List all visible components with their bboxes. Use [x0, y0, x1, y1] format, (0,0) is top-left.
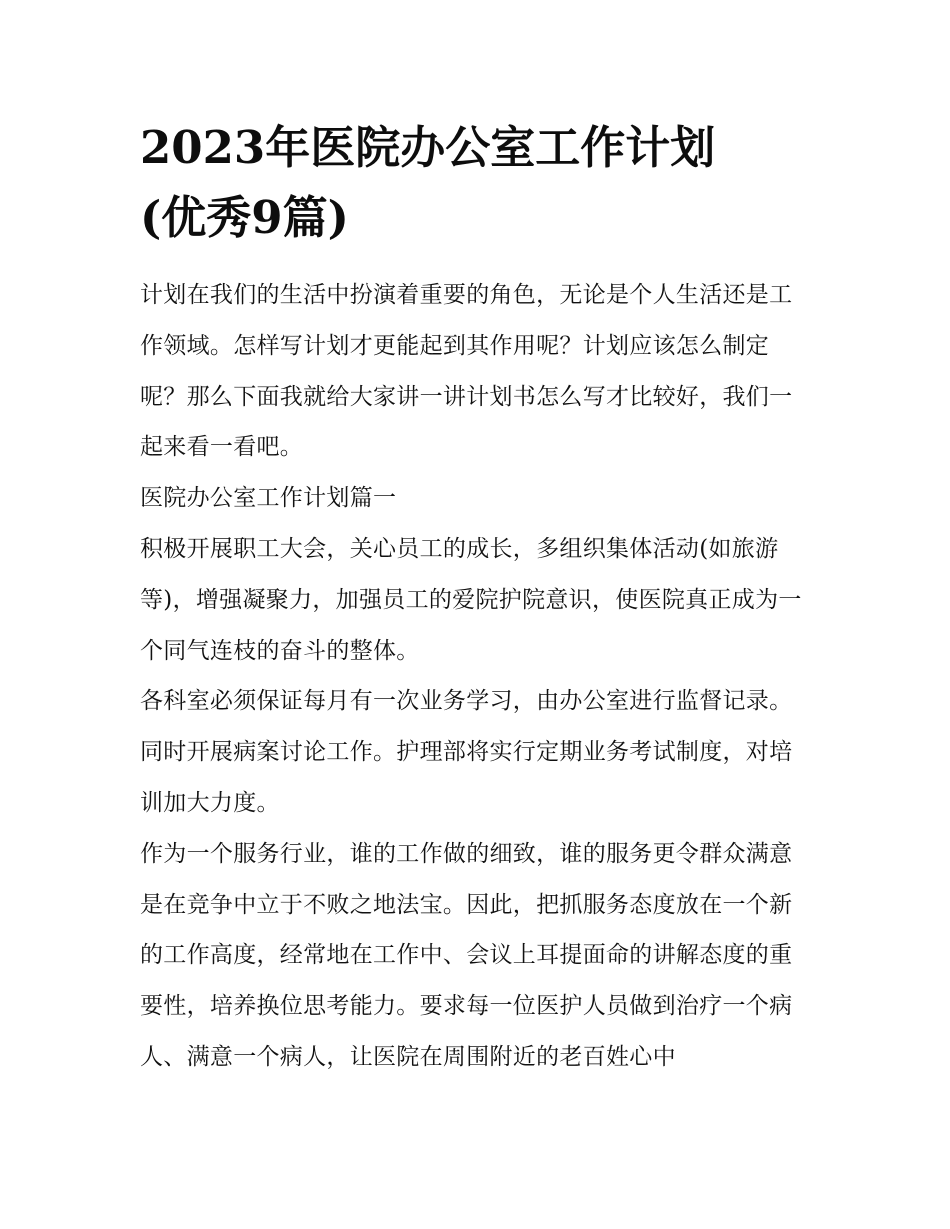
- title-line-1: 2023年医院办公室工作计划: [140, 121, 716, 174]
- intro-paragraph: 计划在我们的生活中扮演着重要的角色，无论是个人生活还是工作领域。怎样写计划才更能起到其作用呢？计划应该怎么制定呢？那么下面我就给大家讲一讲计划书怎么写才比较好，我们一起来看一看吧。: [140, 282, 793, 461]
- section-heading: 医院办公室工作计划篇一: [140, 485, 397, 512]
- body-paragraph-3: 作为一个服务行业，谁的工作做的细致，谁的服务更令群众满意是在竞争中立于不败之地法宝。因此，把抓服务态度放在一个新的工作高度，经常地在工作中、会议上耳提面命的讲解态度的重要性，培养换位思考能力。要求每一位医护人员做到治疗一个病人、满意一个病人，让医院在周围附近的老百姓心中: [140, 840, 793, 1070]
- document-title: [140, 118, 780, 248]
- title-line-2: (优秀9篇): [140, 191, 349, 244]
- body-paragraph-1: 积极开展职工大会，关心员工的成长，多组织集体活动(如旅游等)，增强凝聚力，加强员工的爱院护院意识，使医院真正成为一个同气连枝的奋斗的整体。: [140, 535, 802, 664]
- document-body: [140, 118, 812, 1083]
- body-paragraph-2: 各科室必须保证每月有一次业务学习，由办公室进行监督记录。同时开展病案讨论工作。护理部将实行定期业务考试制度，对培训加大力度。: [140, 688, 793, 816]
